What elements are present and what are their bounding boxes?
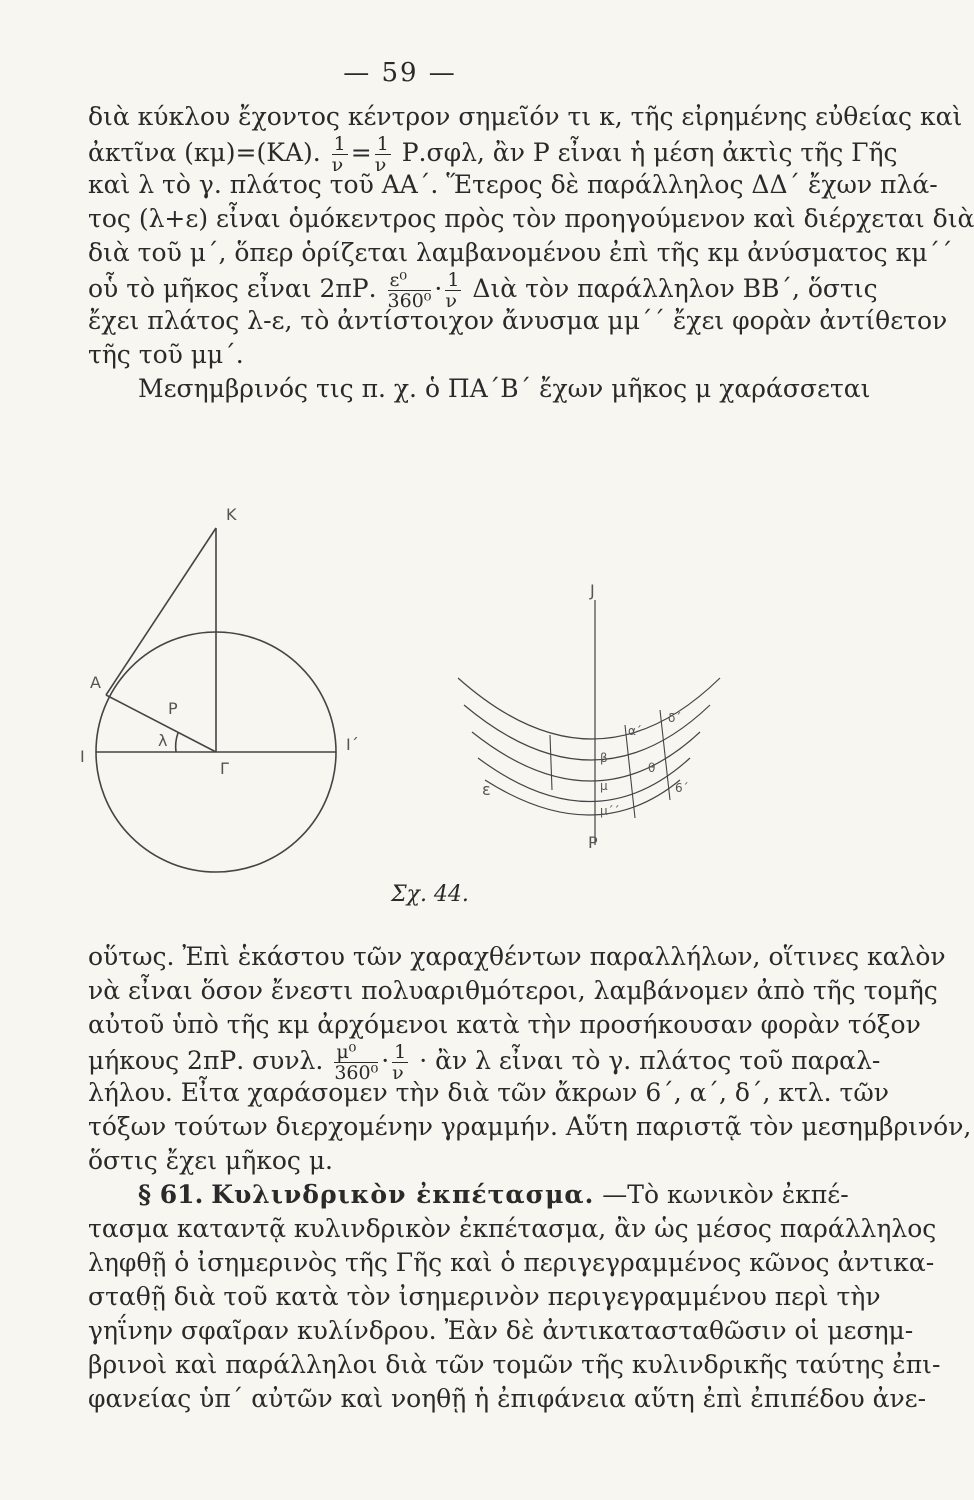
label-e: ε: [482, 780, 491, 799]
section-heading-line: § 61. Κυλινδρικὸν ἐκπέτασμα. —Τὸ κωνικὸν ἐκπέ-: [138, 1180, 849, 1209]
figure-svg: [80, 500, 810, 880]
label-delta: δ΄: [668, 711, 682, 725]
text-line: μήκους 2πΡ. συνλ. $\frac{\text{μ⁰}}{\text{360⁰}}$ · $\frac{1}{\nu}$ · ἂν λ εἶναι τὸ γ. πλάτος τοῦ παραλ-: [88, 1041, 881, 1084]
text-line: λήλου. Εἶτα χαράσομεν τὴν διὰ τῶν ἄκρων 6΄, α΄, δ΄, κτλ. τῶν: [88, 1078, 889, 1107]
text-line: γηΐνην σφαῖραν κυλίνδρου. Ἐὰν δὲ ἀντικατασταθῶσιν οἱ μεσημ-: [88, 1316, 914, 1345]
figure-caption: Σχ. 44.: [391, 882, 469, 907]
text-line: φανείας ὑπ΄ αὐτῶν καὶ νοηθῇ ἡ ἐπιφάνεια αὕτη ἐπὶ ἐπιπέδου ἀνε-: [88, 1384, 927, 1413]
text-line: διὰ κύκλου ἔχοντος κέντρον σημεῖόν τι κ, τῆς εἰρημένης εὐθείας καὶ: [88, 102, 963, 131]
label-top: J: [590, 581, 595, 600]
text-line: ἔχει πλάτος λ-ε, τὸ ἀντίστοιχον ἄνυσμα μμ΄΄ ἔχει φορὰν ἀντίθετον: [88, 306, 948, 335]
label-bottom: Ρ: [588, 833, 598, 852]
text-line: βρινοὶ καὶ παράλληλοι διὰ τῶν τομῶν τῆς κυλινδρικῆς ταύτης ἐπι-: [88, 1350, 941, 1379]
fraction: $\frac{\text{μ⁰}}{\text{360⁰}}$: [334, 1041, 379, 1084]
text-line: τος (λ+ε) εἶναι ὁμόκεντρος πρὸς τὸν προηγούμενον καὶ διέρχεται διὰ: [88, 204, 974, 233]
text-line: νὰ εἶναι ὅσον ἔνεστι πολυαριθμότεροι, λαμβάνομεν ἀπὸ τῆς τομῆς: [88, 976, 938, 1005]
label-i: Ι: [80, 747, 85, 766]
section-number: § 61.: [138, 1180, 204, 1209]
text-line: ληφθῇ ὁ ἰσημερινὸς τῆς Γῆς καὶ ὁ περιγεγραμμένος κῶνος ἀντικα-: [88, 1248, 935, 1277]
text-line: Μεσημβρινός τις π. χ. ὁ ΠΑ΄Β΄ ἔχων μῆκος μ χαράσσεται: [138, 374, 871, 403]
text-line: καὶ λ τὸ γ. πλάτος τοῦ ΑΑ΄. Ἕτερος δὲ παράλληλος ΔΔ΄ ἔχων πλά-: [88, 170, 938, 199]
label-i-prime: Ι΄: [346, 735, 359, 754]
label-lambda: λ: [158, 731, 168, 750]
figure-44: [80, 500, 810, 880]
paragraph-1: [88, 100, 974, 406]
label-p: Ρ: [168, 699, 178, 718]
text-line: σταθῇ διὰ τοῦ κατὰ τὸν ἰσημερινὸν περιγεγραμμένου περὶ τὴν: [88, 1282, 881, 1311]
section-61: [88, 1178, 941, 1416]
fraction: $\frac{\text{ε⁰}}{\text{360⁰}}$: [387, 269, 432, 312]
text-line: διὰ τοῦ μ΄, ὅπερ ὁρίζεται λαμβανομένου ἐπὶ τῆς κμ ἀνύσματος κμ΄΄: [88, 238, 953, 267]
tangent-line: [106, 528, 216, 695]
angle-arc: [176, 733, 178, 752]
label-beta: β: [600, 751, 608, 765]
label-k: Κ: [226, 505, 237, 524]
text-line: αὐτοῦ ὑπὸ τῆς κμ ἀρχόμενοι κατὰ τὴν προσήκουσαν φορὰν τόξον: [88, 1010, 921, 1039]
fraction: $\frac{1}{\nu}$: [445, 269, 460, 312]
label-gamma: Γ: [220, 759, 229, 778]
section-title: Κυλινδρικὸν ἐκπέτασμα.: [211, 1180, 595, 1209]
fraction: $\frac{1}{\nu}$: [331, 133, 346, 176]
text-line: τασμα καταντᾷ κυλινδρικὸν ἐκπέτασμα, ἂν ὡς μέσος παράλληλος: [88, 1214, 937, 1243]
text-line: ἀκτῖνα (κμ)=(ΚΑ). $\frac{1}{\nu}$ = $\frac{1}{\nu}$ Ρ.σφλ, ἂν Ρ εἶναι ἡ μέση ἀκτὶς τῆς Γῆς: [88, 133, 898, 176]
page-number: — 59 —: [343, 58, 457, 88]
fraction: $\frac{1}{\nu}$: [374, 133, 389, 176]
text-line: ὅστις ἔχει μῆκος μ.: [88, 1146, 334, 1175]
label-a: Α: [90, 673, 101, 692]
text-line: τόξων τούτων διερχομένην γραμμήν. Αὕτη παριστᾷ τὸν μεσημβρινόν,: [88, 1112, 972, 1141]
label-six: 6΄: [675, 781, 689, 795]
label-theta: θ: [648, 761, 656, 775]
text-line: τῆς τοῦ μμ΄.: [88, 340, 244, 369]
label-mu-dd: μ΄΄: [600, 804, 620, 818]
label-alpha: α΄: [628, 724, 642, 738]
fraction: $\frac{1}{\nu}$: [392, 1041, 407, 1084]
text-line: οὕτως. Ἐπὶ ἑκάστου τῶν χαραχθέντων παραλλήλων, οἵτινες καλὸν: [88, 942, 946, 971]
text-line: οὗ τὸ μῆκος εἶναι 2πΡ. $\frac{\text{ε⁰}}{\text{360⁰}}$ · $\frac{1}{\nu}$ Διὰ τὸν παράλληλον ΒΒ΄, ὅστις: [88, 269, 878, 312]
label-mu: μ: [600, 779, 608, 793]
paragraph-2: [88, 940, 972, 1178]
